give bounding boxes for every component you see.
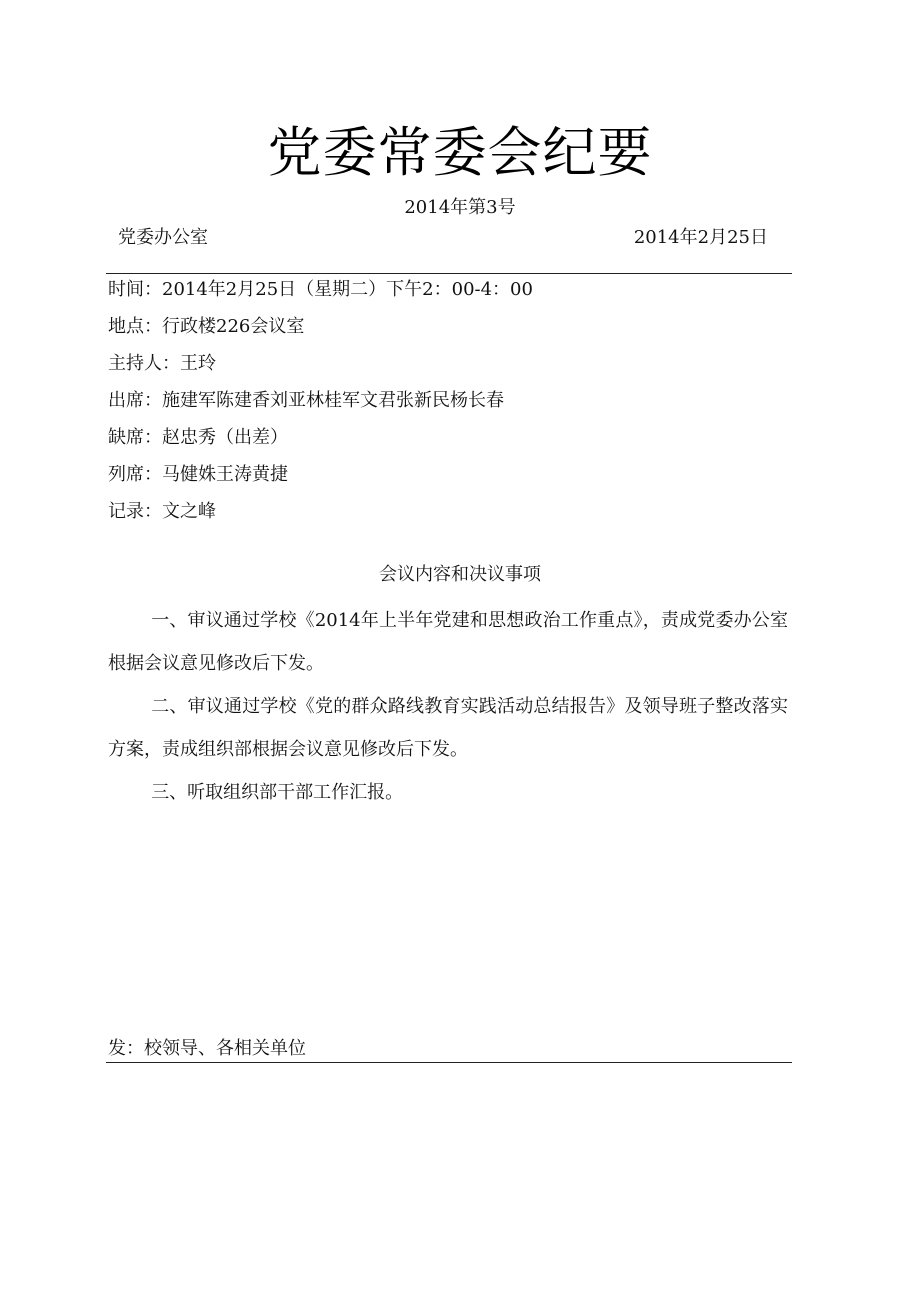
meeting-recorder: 记录：文之峰: [108, 501, 216, 522]
issue-number: 2014年第3号: [404, 197, 516, 218]
resolution-item: 一、审议通过学校《2014年上半年党建和思想政治工作重点》，责成党委办公室根据会议意见修改后下发。: [108, 610, 788, 674]
resolution-item: 二、审议通过学校《党的群众路线教育实践活动总结报告》及领导班子整改落实方案，责成组织部根据会议意见修改后下发。: [108, 696, 788, 760]
meeting-time: 时间：2014年2月25日（星期二）下午2：00-4：00: [108, 279, 533, 300]
issuer: 党委办公室: [118, 227, 208, 248]
header-divider: [106, 273, 792, 274]
issue-date: 2014年2月25日: [633, 227, 768, 248]
distribution-line: 发：校领导、各相关单位: [108, 1038, 306, 1059]
resolution-item: 三、听取组织部干部工作汇报。: [151, 782, 404, 803]
meeting-location: 地点：行政楼226会议室: [108, 316, 305, 337]
meeting-observers: 列席：马健姝王涛黄捷: [108, 464, 288, 485]
resolutions: [108, 599, 788, 814]
meeting-absent: 缺席：赵忠秀（出差）: [108, 427, 288, 448]
document-title: 党委常委会纪要: [267, 121, 653, 184]
footer-divider: [106, 1062, 792, 1063]
meeting-info: [108, 276, 798, 535]
meeting-host: 主持人：王玲: [108, 353, 216, 374]
section-title: 会议内容和决议事项: [379, 564, 541, 585]
meeting-attendees: 出席：施建军陈建香刘亚林桂军文君张新民杨长春: [108, 390, 504, 411]
